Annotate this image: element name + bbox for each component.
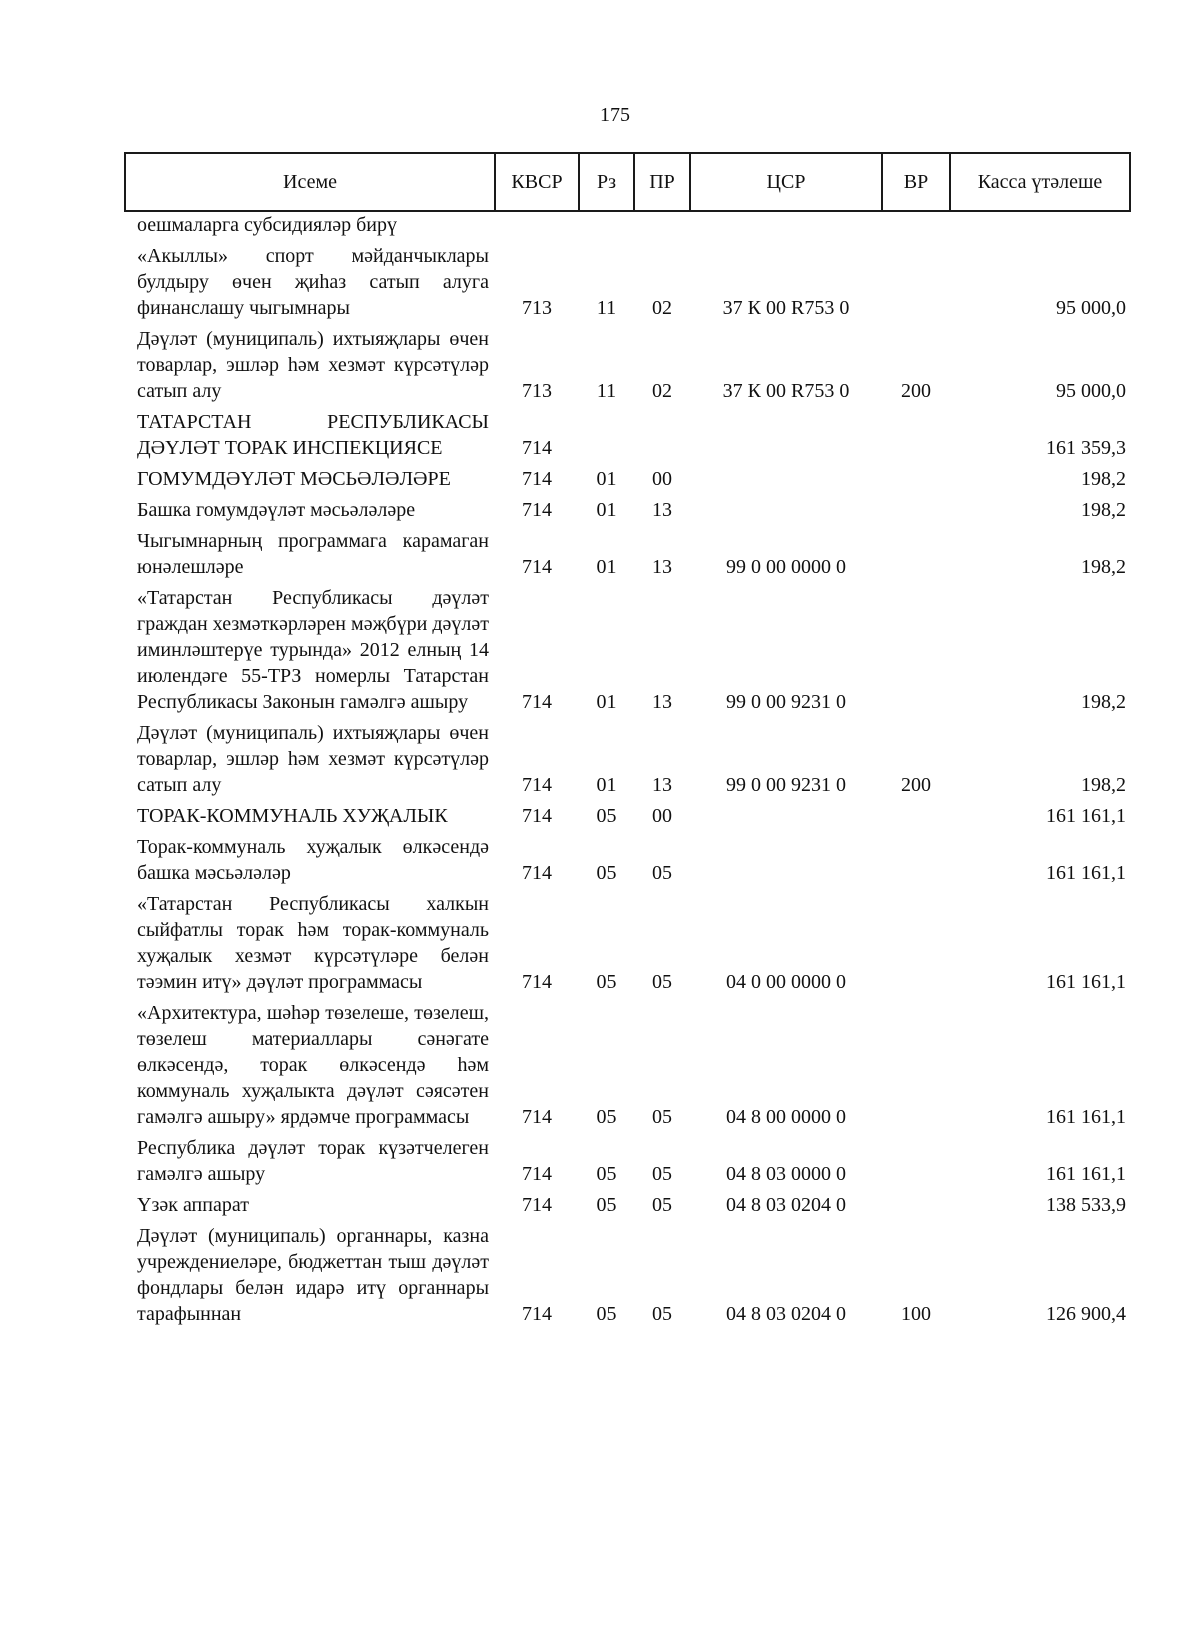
cell-kvsr: 714: [522, 805, 552, 827]
cell-kassa: 161 161,1: [1046, 805, 1126, 827]
cell-kassa: 198,2: [1081, 499, 1126, 521]
cell-vr: [882, 889, 950, 998]
cell-vr: [882, 211, 950, 241]
cell-rz: 01: [596, 499, 617, 521]
cell-vr: [882, 832, 950, 889]
cell-pr: [634, 211, 690, 241]
cell-name: Чыгымнарның программага карамаган юнәлешләре: [137, 530, 489, 578]
cell-pr: [634, 407, 690, 464]
cell-kassa: 161 161,1: [1046, 1106, 1126, 1128]
cell-vr: 200: [901, 380, 931, 402]
cell-vr: [882, 1133, 950, 1190]
table-row: [125, 241, 1130, 324]
cell-csr: 99 0 00 9231 0: [726, 774, 846, 796]
cell-vr: [882, 495, 950, 526]
cell-pr: 13: [652, 691, 672, 713]
cell-kvsr: 714: [522, 1163, 552, 1185]
cell-pr: 05: [652, 1106, 672, 1128]
cell-csr: 04 8 03 0204 0: [726, 1194, 846, 1216]
cell-name: Торак-коммуналь хуҗалык өлкәсендә башка мәсьәләләр: [137, 836, 489, 884]
cell-rz: 05: [596, 1106, 617, 1128]
table-row: [125, 998, 1130, 1133]
page-number: 175: [600, 104, 630, 126]
cell-name: Республика дәүләт торак күзәтчелеген гамәлгә ашыру: [137, 1137, 489, 1185]
cell-pr: 05: [652, 971, 672, 993]
cell-kassa: [950, 211, 1130, 241]
header-row: [125, 153, 1130, 211]
cell-kvsr: 714: [522, 1194, 552, 1216]
header-name: Исеме: [125, 153, 495, 211]
cell-kassa: 198,2: [1081, 691, 1126, 713]
cell-kassa: 198,2: [1081, 468, 1126, 490]
cell-csr: 04 8 03 0000 0: [726, 1163, 846, 1185]
cell-kassa: 161 161,1: [1046, 862, 1126, 884]
table-row: [125, 495, 1130, 526]
table-row: [125, 211, 1130, 241]
cell-csr: 04 8 03 0204 0: [726, 1303, 846, 1325]
cell-vr: [882, 464, 950, 495]
cell-name: «Татарстан Республикасы дәүләт граждан хезмәткәрләрен мәҗбүри дәүләт иминләштерүе турында» 2012 елның 14 июлендәге 55-ТРЗ номерлы Татарстан Республикасы Законын гамәлгә ашыру: [137, 587, 489, 713]
table-row: [125, 801, 1130, 832]
cell-kvsr: 714: [522, 556, 552, 578]
cell-kvsr: 714: [522, 691, 552, 713]
cell-rz: 01: [596, 774, 617, 796]
cell-pr: 05: [652, 1194, 672, 1216]
cell-csr: 37 К 00 R753 0: [722, 297, 850, 319]
cell-name: Дәүләт (муниципаль) ихтыяҗлары өчен товарлар, эшләр һәм хезмәт күрсәтүләр сатып алу: [137, 328, 489, 402]
cell-pr: 05: [652, 862, 672, 884]
cell-csr: [690, 495, 882, 526]
cell-pr: 13: [652, 556, 672, 578]
cell-rz: 05: [596, 1303, 617, 1325]
table-row: [125, 1133, 1130, 1190]
cell-csr: 37 К 00 R753 0: [722, 380, 850, 402]
header-rz: Рз: [579, 153, 634, 211]
cell-name: «Архитектура, шәһәр төзелеше, төзелеш, төзелеш материаллары сәнәгате өлкәсендә, торак өлкәсендә һәм коммуналь хуҗалыкта дәүләт сәясәтен гамәлгә ашыру» ярдәмче программасы: [137, 1002, 489, 1128]
header-vr: ВР: [882, 153, 950, 211]
header-kassa: Касса үтәлеше: [950, 153, 1130, 211]
table-row: [125, 464, 1130, 495]
table-row: [125, 832, 1130, 889]
cell-rz: 01: [596, 556, 617, 578]
cell-rz: 11: [596, 297, 617, 319]
table-row: [125, 407, 1130, 464]
cell-rz: 11: [596, 380, 617, 402]
table-row: [125, 1190, 1130, 1221]
cell-name: оешмаларга субсидияләр бирү: [137, 214, 397, 236]
cell-name: ГОМУМДӘҮЛӘТ МӘСЬӘЛӘЛӘРЕ: [137, 468, 451, 490]
cell-vr: [882, 241, 950, 324]
cell-name: «Акыллы» спорт мәйданчыклары булдыру өчен җиһаз сатып алуга финанслашу чыгымнары: [137, 245, 489, 319]
header-kvsr: КВСР: [495, 153, 579, 211]
cell-pr: 02: [652, 380, 672, 402]
cell-kassa: 95 000,0: [1056, 380, 1126, 402]
cell-kassa: 161 359,3: [1046, 437, 1126, 459]
cell-kvsr: 714: [522, 1303, 552, 1325]
table-row: [125, 526, 1130, 583]
cell-csr: [690, 464, 882, 495]
cell-csr: [690, 211, 882, 241]
cell-rz: 01: [596, 468, 617, 490]
cell-kvsr: 714: [522, 468, 552, 490]
table-row: [125, 718, 1130, 801]
header-pr: ПР: [634, 153, 690, 211]
cell-rz: 05: [596, 805, 617, 827]
cell-kvsr: 713: [522, 380, 552, 402]
cell-name: ТАТАРСТАН РЕСПУБЛИКАСЫ ДӘҮЛӘТ ТОРАК ИНСПЕКЦИЯСЕ: [137, 411, 489, 459]
cell-kvsr: 714: [522, 971, 552, 993]
cell-name: Дәүләт (муниципаль) органнары, казна учреждениеләре, бюджеттан тыш дәүләт фондлары белән идарә итү органнары тарафыннан: [137, 1225, 489, 1325]
cell-kvsr: 714: [522, 437, 552, 459]
cell-csr: 04 0 00 0000 0: [726, 971, 846, 993]
cell-kvsr: [495, 211, 579, 241]
table-header: [125, 153, 1130, 211]
budget-table: [124, 152, 1131, 1330]
cell-kvsr: 714: [522, 499, 552, 521]
cell-pr: 05: [652, 1303, 672, 1325]
cell-rz: 01: [596, 691, 617, 713]
cell-csr: [690, 407, 882, 464]
cell-rz: 05: [596, 1163, 617, 1185]
cell-name: Башка гомумдәүләт мәсьәләләре: [137, 499, 416, 521]
cell-name: ТОРАК-КОММУНАЛЬ ХУҖАЛЫК: [137, 805, 448, 827]
cell-kassa: 138 533,9: [1046, 1194, 1126, 1216]
cell-csr: 99 0 00 0000 0: [726, 556, 846, 578]
cell-kvsr: 714: [522, 1106, 552, 1128]
cell-name: Дәүләт (муниципаль) ихтыяҗлары өчен товарлар, эшләр һәм хезмәт күрсәтүләр сатып алу: [137, 722, 489, 796]
cell-vr: [882, 407, 950, 464]
table-row: [125, 583, 1130, 718]
cell-name: «Татарстан Республикасы халкын сыйфатлы торак һәм торак-коммуналь хуҗалык хезмәт күрсәтүләре белән тәэмин итү» дәүләт программасы: [137, 893, 489, 993]
cell-rz: [579, 407, 634, 464]
cell-kassa: 126 900,4: [1046, 1303, 1126, 1325]
cell-rz: 05: [596, 862, 617, 884]
table-row: [125, 324, 1130, 407]
cell-rz: 05: [596, 1194, 617, 1216]
cell-kvsr: 714: [522, 774, 552, 796]
cell-pr: 13: [652, 774, 672, 796]
cell-kassa: 95 000,0: [1056, 297, 1126, 319]
table-row: [125, 1221, 1130, 1330]
cell-kassa: 198,2: [1081, 556, 1126, 578]
cell-vr: 100: [901, 1303, 931, 1325]
cell-vr: [882, 583, 950, 718]
cell-vr: [882, 1190, 950, 1221]
cell-kassa: 198,2: [1081, 774, 1126, 796]
cell-pr: 00: [652, 468, 672, 490]
header-csr: ЦСР: [690, 153, 882, 211]
cell-pr: 00: [652, 805, 672, 827]
cell-vr: [882, 801, 950, 832]
cell-vr: 200: [901, 774, 931, 796]
cell-rz: [579, 211, 634, 241]
cell-pr: 13: [652, 499, 672, 521]
cell-name: Үзәк аппарат: [137, 1194, 249, 1216]
cell-vr: [882, 526, 950, 583]
cell-kvsr: 713: [522, 297, 552, 319]
table-body: [125, 211, 1130, 1330]
cell-vr: [882, 998, 950, 1133]
cell-pr: 02: [652, 297, 672, 319]
cell-kassa: 161 161,1: [1046, 1163, 1126, 1185]
table-row: [125, 889, 1130, 998]
cell-csr: [690, 832, 882, 889]
cell-pr: 05: [652, 1163, 672, 1185]
cell-csr: 04 8 00 0000 0: [726, 1106, 846, 1128]
cell-csr: [690, 801, 882, 832]
cell-rz: 05: [596, 971, 617, 993]
cell-kassa: 161 161,1: [1046, 971, 1126, 993]
cell-kvsr: 714: [522, 862, 552, 884]
cell-csr: 99 0 00 9231 0: [726, 691, 846, 713]
